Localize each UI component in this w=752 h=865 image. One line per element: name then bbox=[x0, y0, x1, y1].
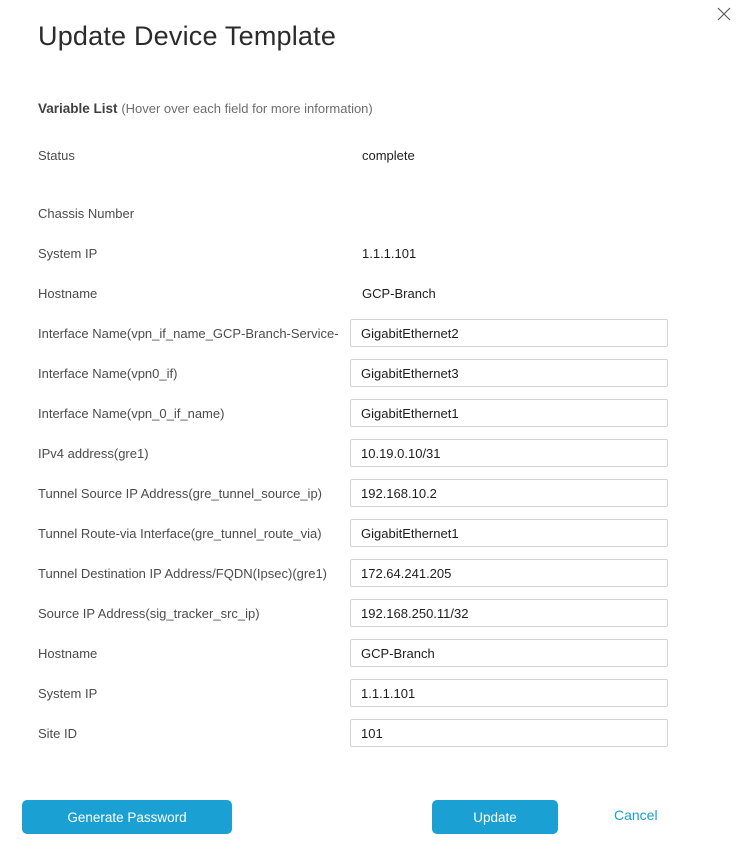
field-label: Interface Name(vpn_0_if_name) bbox=[38, 405, 225, 421]
static-row-status bbox=[38, 141, 714, 169]
field-value: GCP-Branch bbox=[362, 285, 436, 301]
field-label: Interface Name(vpn_if_name_GCP-Branch-Service- bbox=[38, 325, 339, 341]
field-label: Source IP Address(sig_tracker_src_ip) bbox=[38, 605, 260, 621]
field-label: Tunnel Source IP Address(gre_tunnel_source_ip) bbox=[38, 485, 323, 501]
field-label: Interface Name(vpn0_if) bbox=[38, 365, 178, 381]
tunnel-destination-ip-input[interactable] bbox=[350, 559, 668, 587]
ipv4-address-gre1-input[interactable] bbox=[350, 439, 668, 467]
variable-list-label: Variable List bbox=[38, 101, 118, 116]
variable-list-heading bbox=[38, 101, 714, 117]
field-value: complete bbox=[362, 147, 415, 163]
input-row-interface-name-vpn-0-if-name bbox=[38, 399, 714, 427]
input-row-interface-name-service bbox=[38, 319, 714, 347]
interface-name-vpn-0-if-name-input[interactable] bbox=[350, 399, 668, 427]
field-label: Chassis Number bbox=[38, 205, 135, 221]
input-row-tunnel-source-ip bbox=[38, 479, 714, 507]
field-label: System IP bbox=[38, 685, 98, 701]
field-label: Site ID bbox=[38, 725, 78, 741]
source-ip-tracker-input[interactable] bbox=[350, 599, 668, 627]
field-label: Hostname bbox=[38, 645, 98, 661]
generate-password-button[interactable]: Generate Password bbox=[22, 800, 232, 834]
field-label: Tunnel Route-via Interface(gre_tunnel_route_via) bbox=[38, 525, 322, 541]
input-row-hostname bbox=[38, 639, 714, 667]
variable-rows bbox=[38, 141, 714, 747]
input-row-system-ip bbox=[38, 679, 714, 707]
variable-list-hint: (Hover over each field for more information) bbox=[121, 101, 373, 116]
field-label: System IP bbox=[38, 245, 98, 261]
static-row-system-ip bbox=[38, 239, 714, 267]
input-row-ipv4-address-gre1 bbox=[38, 439, 714, 467]
input-row-site-id bbox=[38, 719, 714, 747]
input-row-tunnel-destination-ip bbox=[38, 559, 714, 587]
page-title: Update Device Template bbox=[38, 21, 337, 51]
input-row-source-ip-tracker bbox=[38, 599, 714, 627]
static-row-hostname bbox=[38, 279, 714, 307]
site-id-input[interactable] bbox=[350, 719, 668, 747]
tunnel-route-via-input[interactable] bbox=[350, 519, 668, 547]
field-label: IPv4 address(gre1) bbox=[38, 445, 149, 461]
field-label: Hostname bbox=[38, 285, 98, 301]
field-value: 1.1.1.101 bbox=[362, 245, 417, 261]
hostname-input[interactable] bbox=[350, 639, 668, 667]
update-button[interactable]: Update bbox=[432, 800, 558, 834]
static-row-chassis-number bbox=[38, 199, 714, 227]
close-icon[interactable] bbox=[715, 5, 733, 23]
interface-name-service-input[interactable] bbox=[350, 319, 668, 347]
tunnel-source-ip-input[interactable] bbox=[350, 479, 668, 507]
interface-name-vpn0-if-input[interactable] bbox=[350, 359, 668, 387]
input-row-tunnel-route-via bbox=[38, 519, 714, 547]
cancel-button[interactable]: Cancel bbox=[614, 807, 658, 823]
dialog-footer bbox=[0, 800, 752, 834]
field-label: Tunnel Destination IP Address/FQDN(Ipsec)(gre1) bbox=[38, 565, 328, 581]
field-label: Status bbox=[38, 147, 75, 163]
input-row-interface-name-vpn0-if bbox=[38, 359, 714, 387]
system-ip-input[interactable] bbox=[350, 679, 668, 707]
